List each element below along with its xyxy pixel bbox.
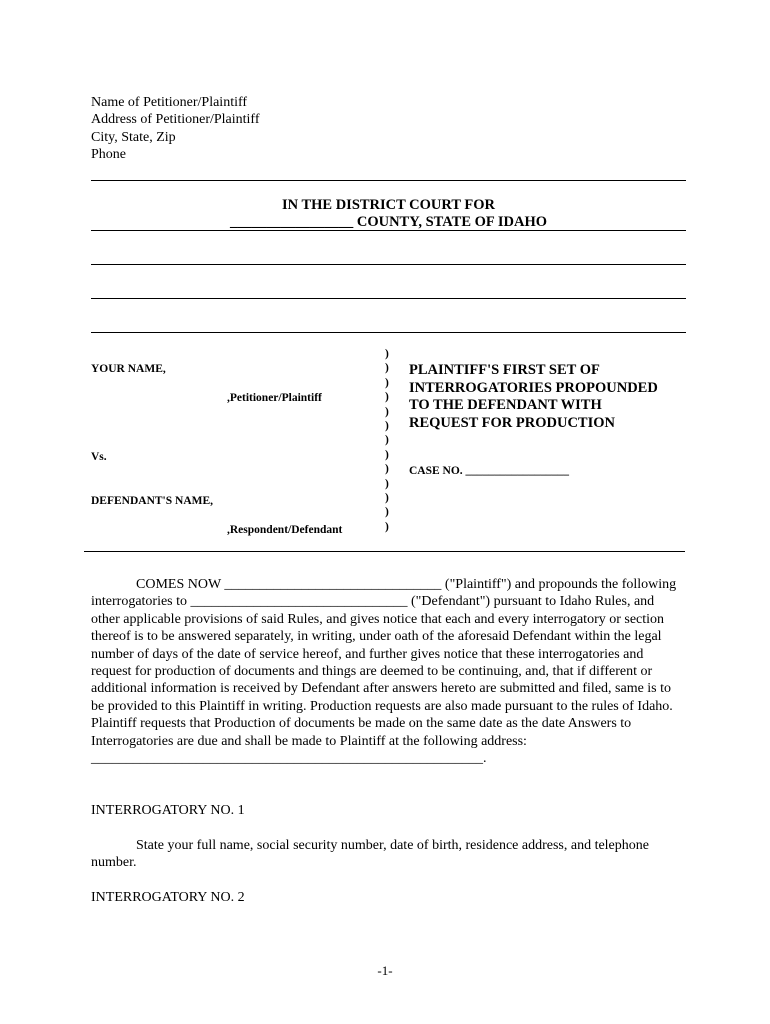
address-line: ________________________________________________________.	[91, 751, 487, 767]
court-title-line1: IN THE DISTRICT COURT FOR	[281, 197, 496, 213]
court-underline	[91, 230, 686, 231]
caption-paren: )	[385, 419, 389, 432]
petitioner-address-line: Address of Petitioner/Plaintiff	[91, 112, 260, 128]
caption-respondent-label: ,Respondent/Defendant	[227, 524, 343, 536]
court-title	[91, 197, 686, 232]
caption-paren: )	[385, 376, 389, 389]
document-title-line: INTERROGATORIES PROPOUNDED	[409, 379, 658, 396]
caption-paren: )	[385, 434, 389, 447]
caption-paren: )	[385, 348, 389, 360]
document-title-line: REQUEST FOR PRODUCTION	[409, 414, 615, 431]
caption-paren-column	[385, 347, 389, 534]
interrogatory-1-text: State your full name, social security number, date of birth, residence address, and telephone number.	[91, 838, 649, 871]
caption-your-name: YOUR NAME,	[91, 363, 166, 375]
body-paragraph-text: COMES NOW _______________________________ ("Plaintiff") and propounds the following interrogatories to _______________________________ ("Defendant") pursuant to Idaho Rules, and other applicable provisions of said Rules, and gives notice that each and every interrogatory or section thereof is to be answered separately, in writing, under oath of the aforesaid Defendant within the legal number of days of the date of service hereof, and further gives notice that these interrogatories and request for production of documents and things are deemed to be continuing, and, that if different or additional information is received by Defendant after answers hereto are submitted and filed, same is to be provided to this Plaintiff in writing. Production requests are also made pursuant to the rules of Idaho. Plaintiff requests that Production of documents be made on the same date as the date Answers to Interrogatories are due and shall be made to Plaintiff at the following address:	[91, 577, 677, 749]
document-title-line: PLAINTIFF'S FIRST SET OF	[409, 362, 600, 378]
caption-paren: )	[385, 391, 389, 404]
page-number: -1-	[377, 963, 393, 978]
caption-paren: )	[385, 506, 389, 519]
document-title-line: TO THE DEFENDANT WITH	[409, 397, 602, 414]
petitioner-phone-line: Phone	[91, 147, 126, 163]
caption-paren: )	[385, 463, 389, 476]
caption-paren: )	[385, 520, 389, 533]
caption-paren: )	[385, 477, 389, 490]
caption-petitioner-label: ,Petitioner/Plaintiff	[227, 392, 322, 404]
interrogatory-1-text-block	[91, 837, 681, 872]
interrogatory-2-heading: INTERROGATORY NO. 2	[91, 890, 245, 905]
caption-divider	[84, 551, 685, 552]
caption-vs: Vs.	[91, 451, 107, 463]
document-title	[409, 362, 658, 432]
petitioner-header	[91, 94, 260, 164]
case-number: CASE NO. __________________	[409, 465, 570, 477]
body-paragraph	[91, 576, 681, 767]
caption-paren: )	[385, 405, 389, 418]
caption-paren: )	[385, 491, 389, 504]
caption-paren: )	[385, 362, 389, 375]
court-title-line2: _________________ COUNTY, STATE OF IDAHO	[229, 214, 548, 231]
petitioner-name-line: Name of Petitioner/Plaintiff	[91, 95, 248, 110]
header-divider	[91, 180, 686, 181]
petitioner-city-line: City, State, Zip	[91, 129, 176, 145]
caption-paren: )	[385, 448, 389, 461]
caption-defendant-name: DEFENDANT'S NAME,	[91, 495, 214, 507]
interrogatory-1-heading: INTERROGATORY NO. 1	[91, 803, 245, 818]
blank-line-2	[91, 298, 686, 299]
blank-line-3	[91, 332, 686, 333]
blank-line-1	[91, 264, 686, 265]
